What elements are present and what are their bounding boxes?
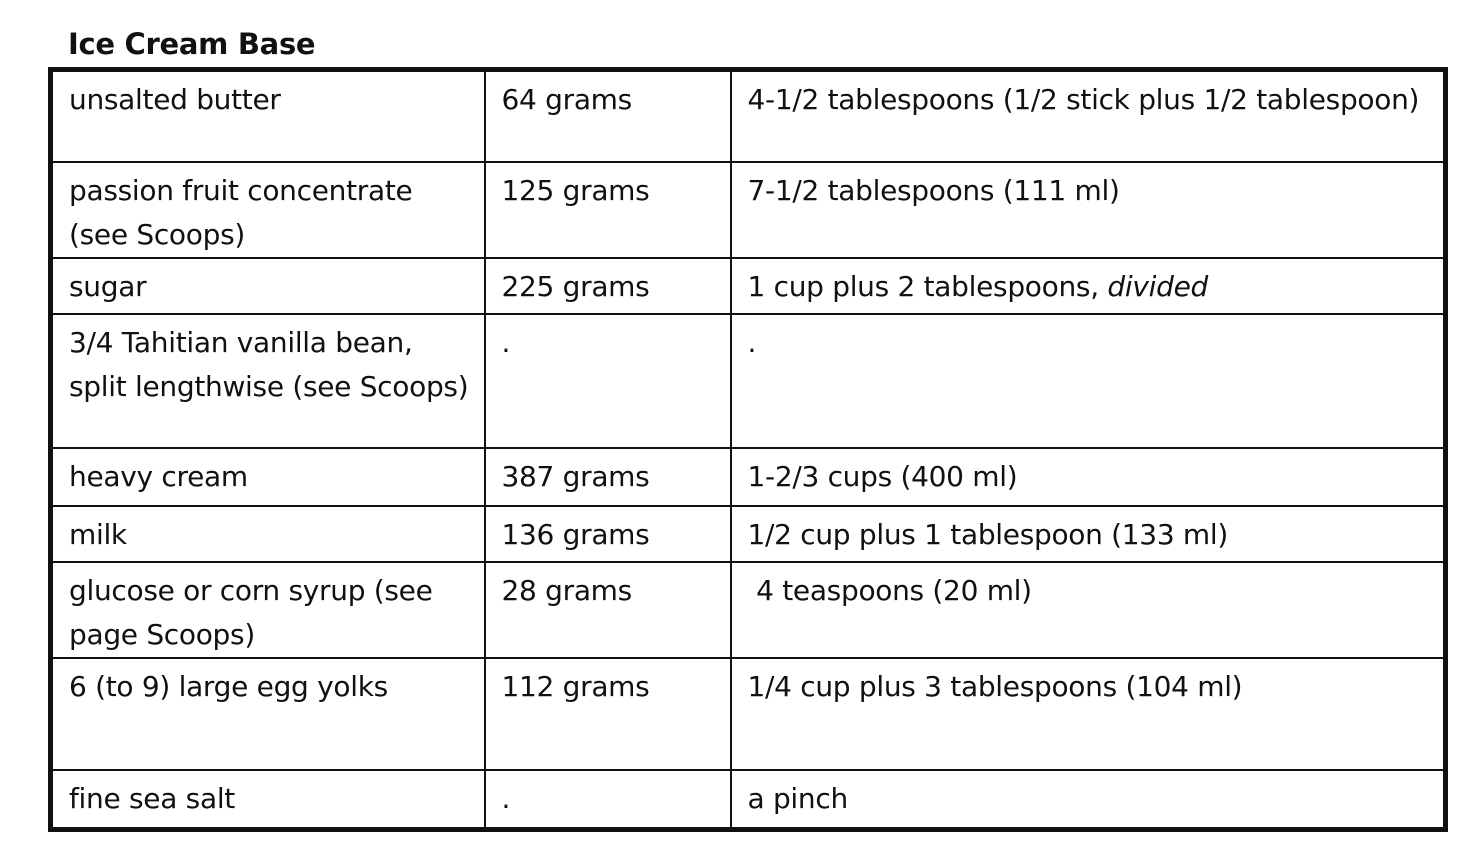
table-row [51, 562, 1446, 658]
ingredient-cell: fine sea salt [51, 770, 485, 830]
volume-cell [731, 70, 1446, 162]
weight-cell: 112 grams [485, 658, 731, 770]
ingredient-cell: 6 (to 9) large egg yolks [51, 658, 485, 770]
ingredients-table [48, 67, 1448, 832]
volume-text: 1/2 cup plus 1 tablespoon (133 ml) [747, 517, 1229, 551]
ingredient-cell: glucose or corn syrup (see page Scoops) [51, 562, 485, 658]
table-title: Ice Cream Base [68, 27, 316, 61]
table-row [51, 314, 1446, 448]
ingredient-cell: 3/4 Tahitian vanilla bean, split lengthwise (see Scoops) [51, 314, 485, 448]
volume-text: 1/4 cup plus 3 tablespoons (104 ml) [747, 669, 1243, 703]
volume-cell [731, 562, 1446, 658]
ingredient-cell: milk [51, 506, 485, 562]
table-row [51, 658, 1446, 770]
table-row [51, 258, 1446, 314]
volume-cell [731, 506, 1446, 562]
volume-text: a pinch [747, 781, 848, 815]
volume-text: 1-2/3 cups (400 ml) [747, 459, 1018, 493]
weight-cell: 28 grams [485, 562, 731, 658]
weight-cell: . [485, 314, 731, 448]
ingredient-cell: sugar [51, 258, 485, 314]
volume-cell [731, 162, 1446, 258]
weight-cell: 387 grams [485, 448, 731, 506]
table-row [51, 162, 1446, 258]
volume-cell [731, 258, 1446, 314]
ingredient-cell: unsalted butter [51, 70, 485, 162]
table-row [51, 70, 1446, 162]
volume-cell [731, 658, 1446, 770]
ingredient-cell: heavy cream [51, 448, 485, 506]
weight-cell: 64 grams [485, 70, 731, 162]
volume-text: 7-1/2 tablespoons (111 ml) [747, 173, 1120, 207]
volume-cell [731, 448, 1446, 506]
volume-cell [731, 770, 1446, 830]
weight-cell: 225 grams [485, 258, 731, 314]
volume-text: 4-1/2 tablespoons (1/2 stick plus 1/2 tablespoon) [747, 83, 1420, 116]
weight-cell: 136 grams [485, 506, 731, 562]
ingredient-cell: passion fruit concentrate (see Scoops) [51, 162, 485, 258]
table-row [51, 448, 1446, 506]
volume-text: 1 cup plus 2 tablespoons, [747, 269, 1108, 303]
weight-cell: 125 grams [485, 162, 731, 258]
weight-cell: . [485, 770, 731, 830]
volume-text: . [747, 325, 757, 359]
volume-text: 4 teaspoons (20 ml) [747, 573, 1032, 607]
volume-note: divided [1107, 269, 1208, 303]
table-row [51, 770, 1446, 830]
table-row [51, 506, 1446, 562]
volume-cell [731, 314, 1446, 448]
